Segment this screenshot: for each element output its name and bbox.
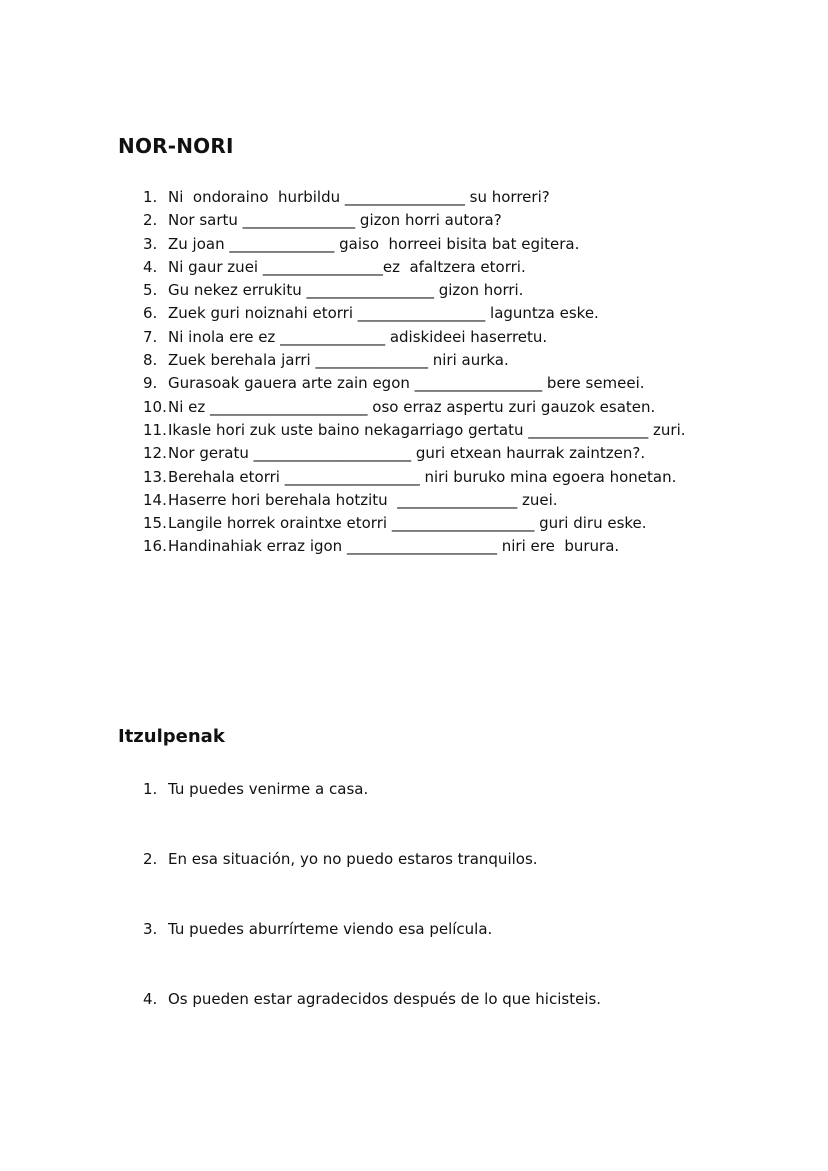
section-title-itzulpenak: Itzulpenak [118,726,225,747]
exercise-item [143,419,733,442]
item-text: Ni gaur zuei ________________ez afaltzera etorri. [168,257,526,276]
item-number: 9. [143,374,158,393]
translation-item [143,850,601,920]
item-text: Ikasle hori zuk uste baino nekagarriago gertatu ________________ zuri. [168,420,686,439]
item-number: 7. [143,327,158,346]
exercise-item [143,302,733,325]
exercise-item [143,186,733,209]
item-text: Tu puedes aburrírteme viendo esa película. [168,920,493,938]
item-text: Handinahiak erraz igon ____________________ niri ere burura. [168,537,620,556]
item-text: Os pueden estar agradecidos después de lo que hicisteis. [168,990,602,1008]
item-text: Haserre hori berehala hotzitu ________________ zuei. [168,490,558,509]
item-number: 10. [143,397,167,416]
translation-item [143,780,601,850]
exercise-item [143,372,733,395]
item-number: 4. [143,257,158,276]
translation-item [143,990,601,1060]
item-number: 1. [143,780,158,798]
exercise-list [143,186,733,559]
item-number: 13. [143,467,167,486]
item-text: Ni inola ere ez ______________ adiskideei haserretu. [168,327,548,346]
item-number: 3. [143,234,158,253]
item-number: 2. [143,211,158,230]
item-number: 1. [143,188,158,206]
exercise-item [143,466,733,489]
translation-item [143,920,601,990]
exercise-item [143,233,733,256]
item-number: 14. [143,490,167,509]
item-text: Zu joan ______________ gaiso horreei bisita bat egitera. [168,234,580,253]
item-number: 15. [143,514,167,533]
exercise-item [143,512,733,535]
exercise-item [143,396,733,419]
item-number: 6. [143,304,158,323]
item-text: Gurasoak gauera arte zain egon _________________ bere semeei. [168,374,645,393]
item-text: Zuek guri noiznahi etorri _________________ laguntza eske. [168,304,599,323]
item-number: 2. [143,850,158,868]
item-number: 4. [143,990,158,1008]
exercise-item [143,489,733,512]
item-text: Zuek berehala jarri _______________ niri aurka. [168,351,509,370]
item-number: 16. [143,537,167,556]
item-text: Ni ondoraino hurbildu ________________ su horreri? [168,188,550,206]
item-number: 11. [143,420,167,439]
item-text: Nor sartu _______________ gizon horri autora? [168,211,502,230]
item-text: En esa situación, yo no puedo estaros tranquilos. [168,850,538,868]
item-number: 8. [143,351,158,370]
item-number: 5. [143,281,158,300]
exercise-item [143,326,733,349]
item-number: 12. [143,444,167,463]
section-title-nor-nori: NOR-NORI [118,134,234,158]
item-text: Berehala etorri __________________ niri buruko mina egoera honetan. [168,467,677,486]
item-number: 3. [143,920,158,938]
exercise-item [143,209,733,232]
item-text: Gu nekez errukitu _________________ gizon horri. [168,281,524,300]
exercise-item [143,535,733,558]
exercise-item [143,442,733,465]
exercise-item [143,349,733,372]
item-text: Ni ez _____________________ oso erraz aspertu zuri gauzok esaten. [168,397,656,416]
item-text: Langile horrek oraintxe etorri ___________________ guri diru eske. [168,514,647,533]
exercise-item [143,256,733,279]
item-text: Nor geratu _____________________ guri etxean haurrak zaintzen?. [168,444,646,463]
exercise-item [143,279,733,302]
translation-list [143,780,601,1060]
item-text: Tu puedes venirme a casa. [168,780,369,798]
